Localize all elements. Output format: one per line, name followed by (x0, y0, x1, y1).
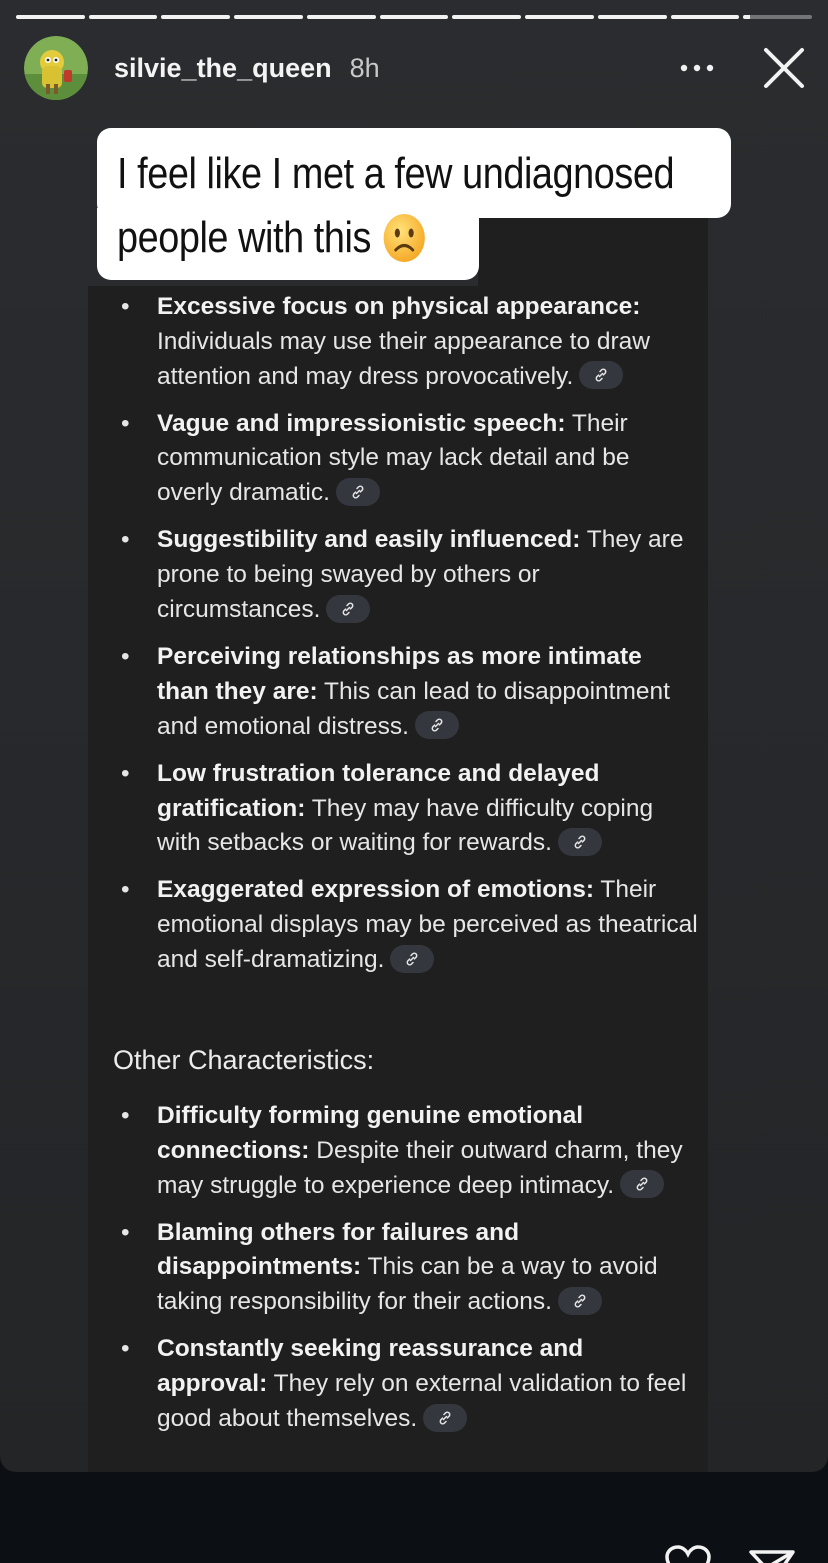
username[interactable]: silvie_the_queen (114, 52, 332, 83)
like-button[interactable] (664, 1545, 712, 1563)
list-item-text: This can lead to disappointment and emotional distress. (157, 677, 670, 740)
list-item (88, 523, 708, 627)
list-item (88, 290, 708, 394)
list-item-title: Blaming others for failures and disappointments: (157, 1218, 520, 1281)
progress-segment (234, 15, 303, 19)
frowning-face-emoji (383, 213, 426, 263)
list-item-text: They may have difficulty coping with setbacks or waiting for rewards. (157, 794, 654, 857)
send-icon (748, 1548, 796, 1563)
link-icon (634, 1176, 650, 1192)
progress-segment-fill (89, 15, 158, 19)
link-icon (404, 951, 420, 967)
story-header (24, 36, 808, 100)
link-icon (593, 367, 609, 383)
list-item (88, 1332, 708, 1436)
citation-link-button[interactable] (336, 478, 380, 506)
progress-segment-fill (16, 15, 85, 19)
progress-segment-fill (234, 15, 303, 19)
list-item (88, 407, 708, 511)
avatar-image (24, 36, 88, 100)
link-icon (429, 717, 445, 733)
progress-segment (307, 15, 376, 19)
citation-link-button[interactable] (390, 945, 434, 973)
progress-segment (743, 15, 812, 19)
citation-link-button[interactable] (558, 1287, 602, 1315)
list-item-text: They are prone to being swayed by others or circumstances. (157, 526, 684, 623)
list-item-text: Despite their outward charm, they may struggle to experience deep intimacy. (157, 1136, 683, 1199)
list-item-text: Individuals may use their appearance to draw attention and may dress provocatively. (157, 327, 651, 390)
progress-segment (89, 15, 158, 19)
list-item-title: Low frustration tolerance and delayed gratification: (157, 759, 600, 822)
list-item-title: Constantly seeking reassurance and approval: (157, 1335, 584, 1398)
list-item-text: This can be a way to avoid taking responsibility for their actions. (157, 1253, 658, 1316)
citation-link-button[interactable] (326, 595, 370, 623)
citation-link-button[interactable] (415, 711, 459, 739)
link-icon (572, 834, 588, 850)
progress-segment (452, 15, 521, 19)
screenshot-top-edge (478, 212, 708, 286)
citation-link-button[interactable] (423, 1404, 467, 1432)
link-icon (340, 601, 356, 617)
progress-segment-fill (380, 15, 449, 19)
progress-segment-fill (743, 15, 750, 19)
progress-segment (16, 15, 85, 19)
other-characteristics-list (88, 1099, 708, 1449)
list-item (88, 1216, 708, 1320)
heart-icon (664, 1545, 712, 1563)
more-horizontal-icon (680, 64, 714, 72)
citation-link-button[interactable] (579, 361, 623, 389)
list-item-title: Vague and impressionistic speech: (157, 409, 566, 437)
more-options-button[interactable] (678, 54, 716, 82)
progress-segment (380, 15, 449, 19)
progress-segment (598, 15, 667, 19)
progress-segment-fill (525, 15, 594, 19)
sticker-text-line1: I feel like I met a few undiagnosed (117, 149, 675, 198)
list-item (88, 757, 708, 861)
citation-link-button[interactable] (558, 828, 602, 856)
user-avatar[interactable] (24, 36, 88, 100)
citation-link-button[interactable] (620, 1170, 664, 1198)
progress-segment-fill (307, 15, 376, 19)
link-icon (350, 484, 366, 500)
close-icon (760, 44, 808, 92)
list-item (88, 873, 708, 977)
progress-segment-fill (452, 15, 521, 19)
list-item-title: Exaggerated expression of emotions: (157, 876, 595, 904)
list-item-title: Suggestibility and easily influenced: (157, 526, 581, 554)
list-item-text: Their communication style may lack detail and be overly dramatic. (157, 409, 630, 507)
progress-segment-fill (671, 15, 740, 19)
progress-segment (525, 15, 594, 19)
close-button[interactable] (760, 44, 808, 92)
list-item (88, 1099, 708, 1203)
list-item-text: They rely on external validation to feel good about themselves. (157, 1370, 687, 1432)
characteristics-list (88, 290, 708, 990)
progress-segment-fill (161, 15, 230, 19)
link-icon (572, 1293, 588, 1309)
screenshot-content (88, 286, 708, 1472)
link-icon (437, 1410, 453, 1426)
list-item-title: Perceiving relationships as more intimate than they are: (157, 643, 642, 705)
sticker-text-line2 (117, 213, 426, 263)
progress-segment (161, 15, 230, 19)
section-title: Other Characteristics: (113, 1045, 375, 1075)
list-item-text: Their emotional displays may be perceived as theatrical and self-dramatizing. (157, 876, 698, 974)
progress-segment (671, 15, 740, 19)
story-progress-bar (16, 15, 812, 19)
sticker-text-line2-label: people with this (117, 213, 371, 262)
post-time: 8h (349, 52, 380, 83)
list-item (88, 640, 708, 744)
share-button[interactable] (748, 1548, 796, 1563)
list-item-title: Difficulty forming genuine emotional connections: (157, 1102, 584, 1164)
progress-segment-fill (598, 15, 667, 19)
list-item-title: Excessive focus on physical appearance: (157, 293, 641, 320)
